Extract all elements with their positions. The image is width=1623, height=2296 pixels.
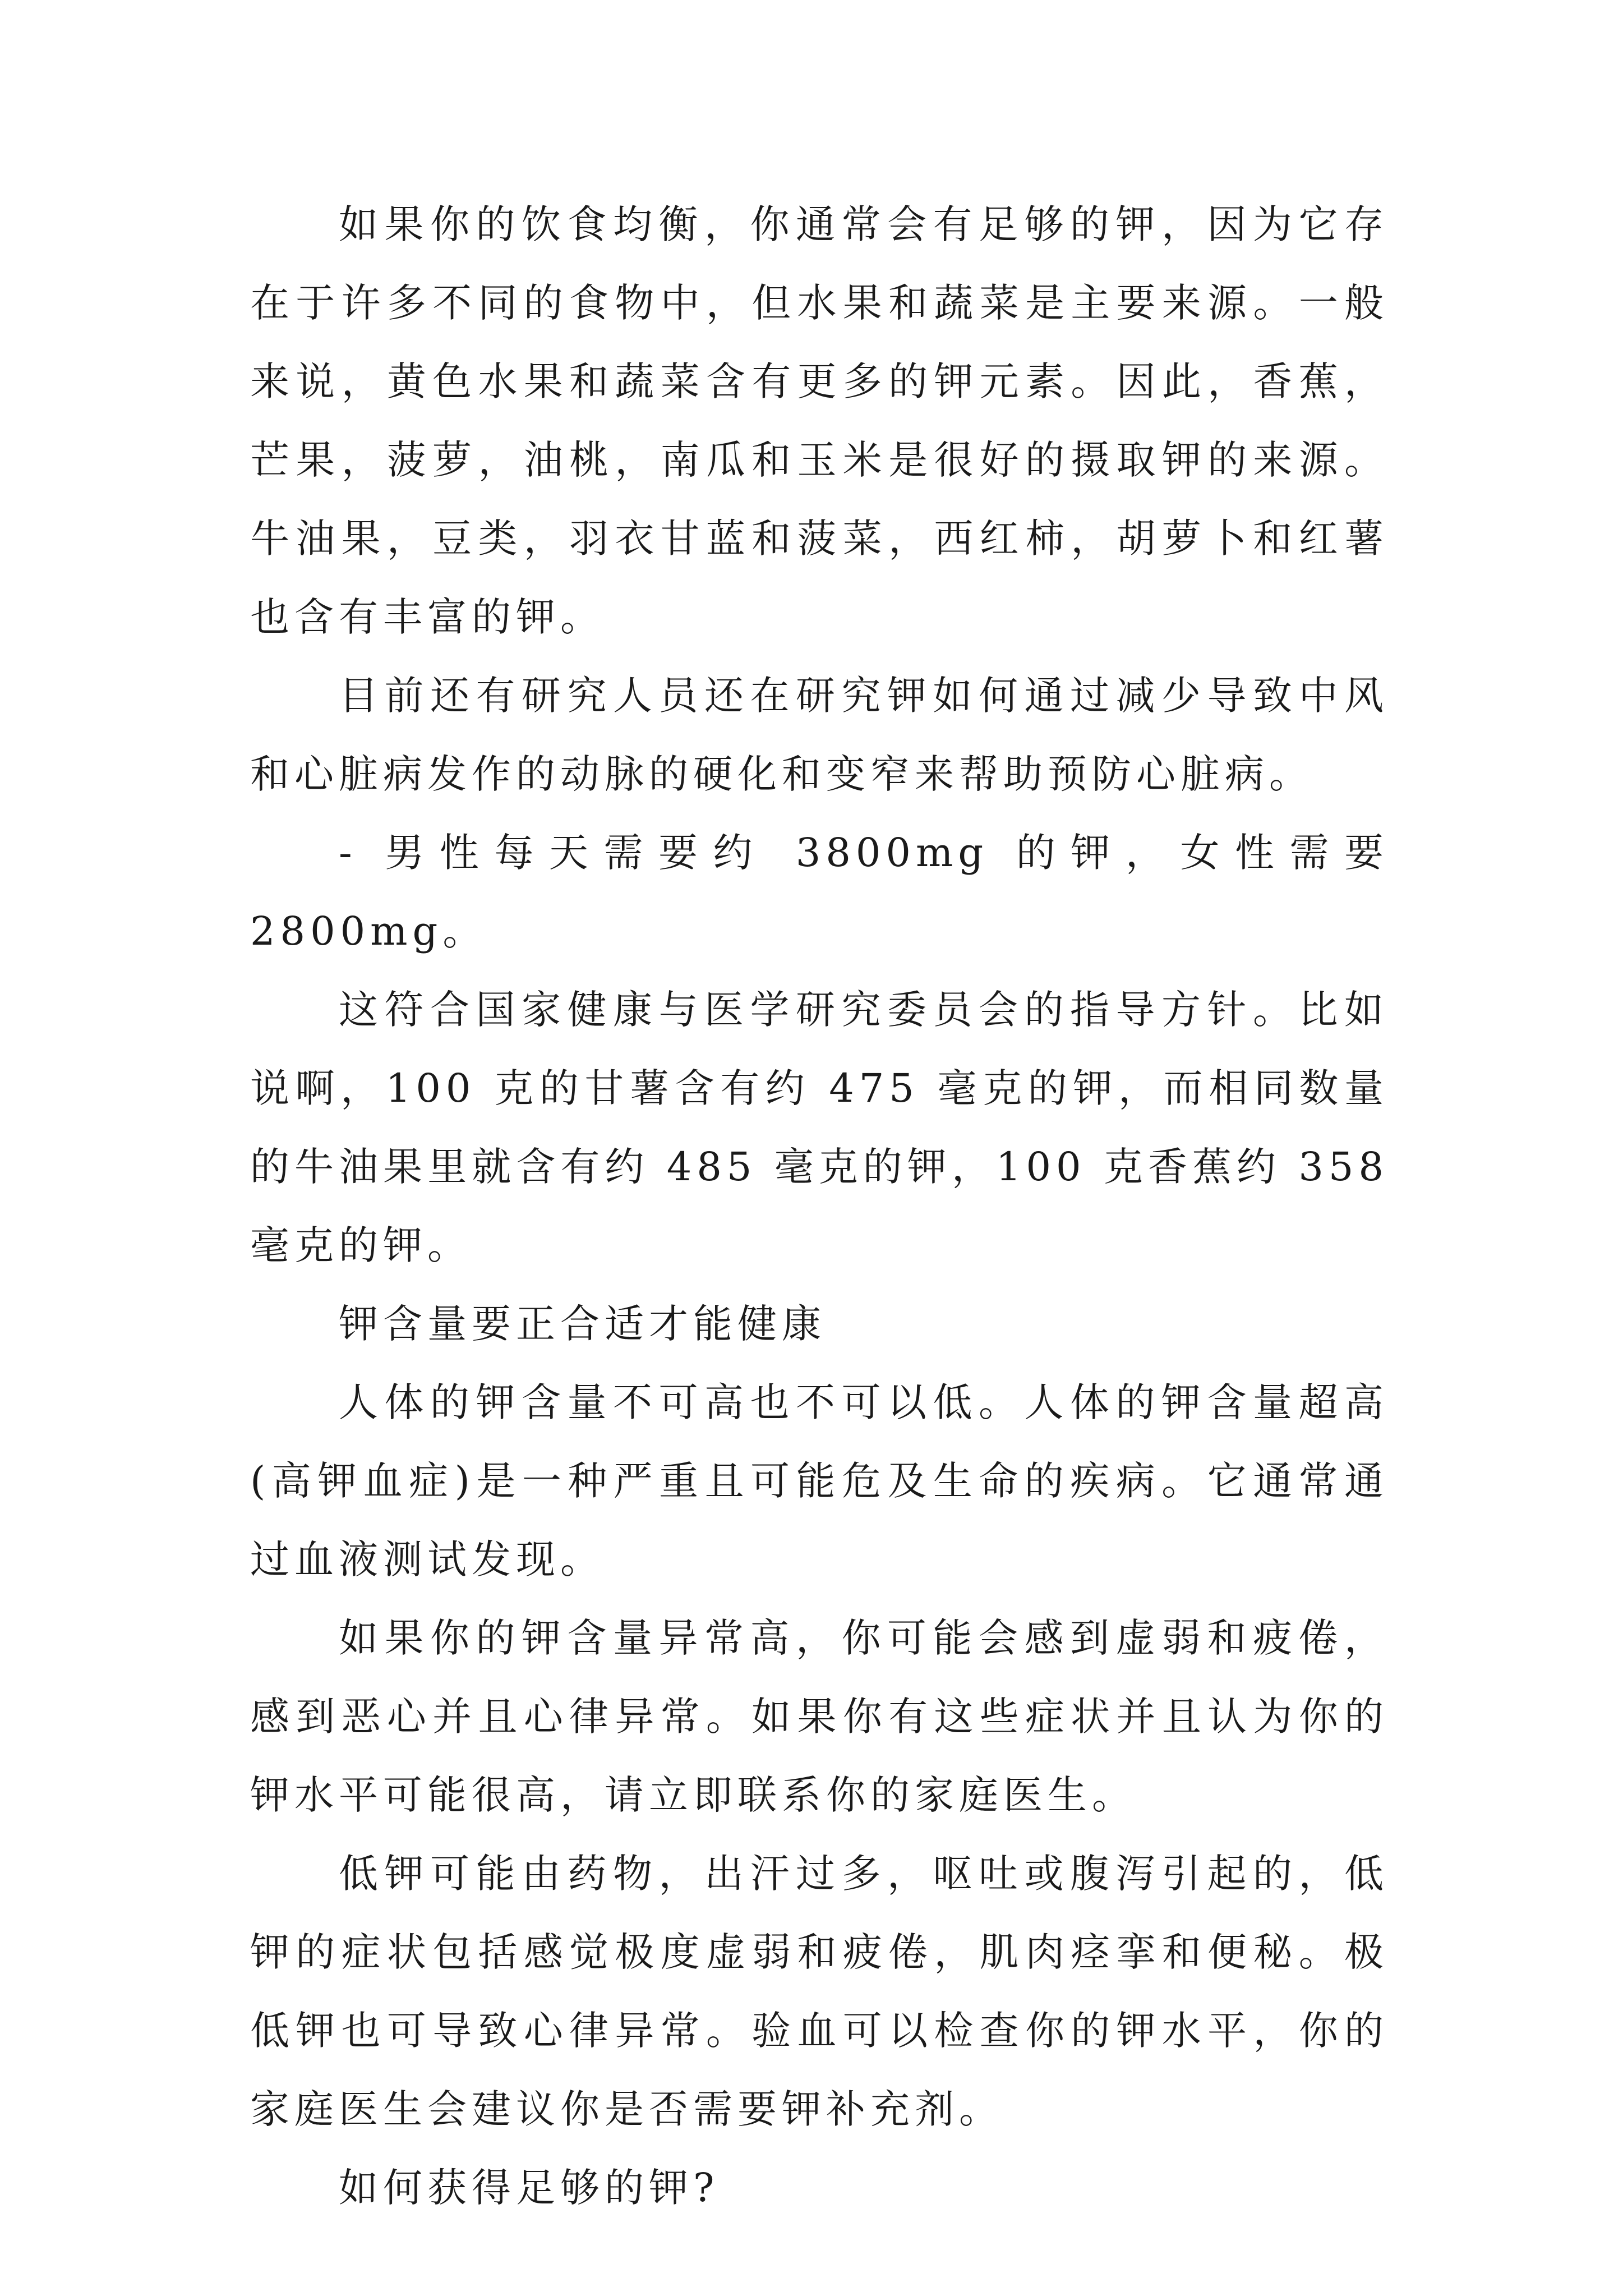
paragraph-daily-requirement: - 男性每天需要约 3800mg 的钾，女性需要 2800mg。 bbox=[250, 830, 1389, 954]
paragraph-heart-disease-research: 目前还有研究人员还在研究钾如何通过减少导致中风和心脏病发作的动脉的硬化和变窄来帮助预防心脏病。 bbox=[250, 673, 1389, 797]
section-heading-healthy-level: 钾含量要正合适才能健康 bbox=[339, 1301, 826, 1347]
paragraph-guidelines-examples: 这符合国家健康与医学研究委员会的指导方针。比如说啊，100 克的甘薯含有约 475 毫克的钾，而相同数量的牛油果里就含有约 485 毫克的钾，100 克香蕉约 358 毫克的钾。 bbox=[250, 987, 1389, 1268]
paragraph-low-potassium: 低钾可能由药物，出汗过多，呕吐或腹泻引起的，低钾的症状包括感觉极度虚弱和疲倦，肌肉痉挛和便秘。极低钾也可导致心律异常。验血可以检查你的钾水平，你的家庭医生会建议你是否需要钾补充剂。 bbox=[250, 1851, 1389, 2132]
paragraph-high-potassium-symptoms: 如果你的钾含量异常高，你可能会感到虚弱和疲倦，感到恶心并且心律异常。如果你有这些症状并且认为你的钾水平可能很高，请立即联系你的家庭医生。 bbox=[250, 1615, 1389, 1818]
section-heading-how-to-get-potassium: 如何获得足够的钾? bbox=[339, 2165, 720, 2211]
paragraph-potassium-food-sources: 如果你的饮食均衡，你通常会有足够的钾，因为它存在于许多不同的食物中，但水果和蔬菜是主要来源。一般来说，黄色水果和蔬菜含有更多的钾元素。因此，香蕉，芒果，菠萝，油桃，南瓜和玉米是很好的摄取钾的来源。牛油果，豆类，羽衣甘蓝和菠菜，西红柿，胡萝卜和红薯也含有丰富的钾。 bbox=[250, 201, 1389, 640]
document-body bbox=[250, 185, 1389, 2227]
paragraph-hyperkalemia: 人体的钾含量不可高也不可以低。人体的钾含量超高(高钾血症)是一种严重且可能危及生命的疾病。它通常通过血液测试发现。 bbox=[250, 1379, 1389, 1582]
